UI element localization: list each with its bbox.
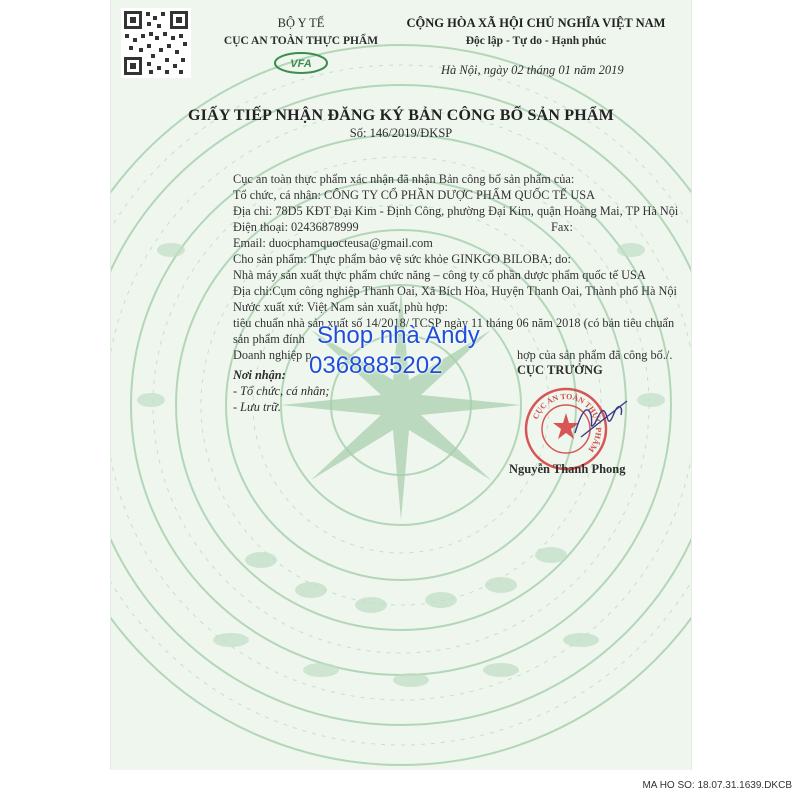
signer-title: CỤC TRƯỞNG: [517, 363, 603, 377]
document-number: Số: 146/2019/ĐKSP: [349, 126, 453, 140]
body-line: Cho sản phẩm: Thực phẩm bảo vệ sức khỏe GINKGO BILOBA; do:: [233, 252, 571, 266]
logo-text: VFA: [290, 58, 312, 70]
national-motto: Độc lập - Tự do - Hạnh phúc: [465, 35, 607, 47]
phone-watermark: 0368885202: [309, 352, 443, 379]
body-line: tiêu chuẩn nhà sản xuất số 14/2018/ TCSP ngày 11 tháng 06 năm 2018 (có bản tiêu chuẩn: [233, 316, 675, 330]
nation-name: CỘNG HÒA XÃ HỘI CHỦ NGHĨA VIỆT NAM: [406, 16, 666, 30]
signer-name: Nguyễn Thanh Phong: [509, 462, 626, 476]
place-and-date: Hà Nội, ngày 02 tháng 01 năm 2019: [441, 63, 624, 77]
recipients-title: Nơi nhận:: [233, 368, 286, 382]
stamp-text: CỤC AN TOÀN THỰC PHẨM: [530, 391, 604, 454]
certificate-document: [110, 0, 692, 770]
qr-code: [121, 8, 191, 78]
body-line: Tổ chức, cá nhân: CÔNG TY CỔ PHẦN DƯỢC PHẨM QUỐC TẾ USA: [233, 188, 595, 202]
body-line: Địa chỉ:Cụm công nghiệp Thanh Oai, Xã Bích Hòa, Huyện Thanh Oai, Thành phố Hà Nội: [233, 284, 677, 298]
body-line: Điện thoại: 02436878999: [233, 220, 359, 234]
shop-watermark: Shop nhà Andy: [317, 322, 480, 349]
body-line: Doanh nghiệp p: [233, 348, 312, 362]
body-line: Nhà máy sản xuất thực phẩm chức năng – công ty cổ phần dược phẩm quốc tế USA: [233, 268, 646, 282]
body-line: Địa chỉ: 78D5 KĐT Đại Kim - Định Công, phường Đại Kim, quận Hoàng Mai, TP Hà Nội: [233, 204, 679, 218]
body-line: Nước xuất xứ: Việt Nam sản xuất, phù hợp:: [233, 300, 448, 314]
body-line: Email: duocphamquocteusa@gmail.com: [233, 236, 433, 250]
body-line: sản phẩm đính: [233, 332, 305, 346]
handwritten-signature: [571, 393, 631, 445]
nation-header: [391, 14, 681, 50]
dossier-code: MA HO SO: 18.07.31.1639.DKCB: [642, 780, 792, 791]
issuing-agency-header: [201, 14, 401, 50]
department-name: CỤC AN TOÀN THỰC PHẨM: [223, 35, 379, 47]
fax-label: Fax:: [551, 220, 573, 234]
document-title: GIẤY TIẾP NHẬN ĐĂNG KÝ BẢN CÔNG BỐ SẢN PHẨM: [188, 107, 614, 124]
recipient-item: - Lưu trữ.: [233, 400, 281, 414]
vfa-logo: [273, 51, 329, 75]
ministry-name: BỘ Y TẾ: [277, 16, 325, 30]
body-line: hợp của sản phẩm đã công bố./.: [517, 348, 673, 362]
recipient-item: - Tổ chức, cá nhân;: [233, 384, 330, 398]
body-line: Cục an toàn thực phẩm xác nhận đã nhận Bản công bố sản phẩm của:: [233, 172, 575, 186]
